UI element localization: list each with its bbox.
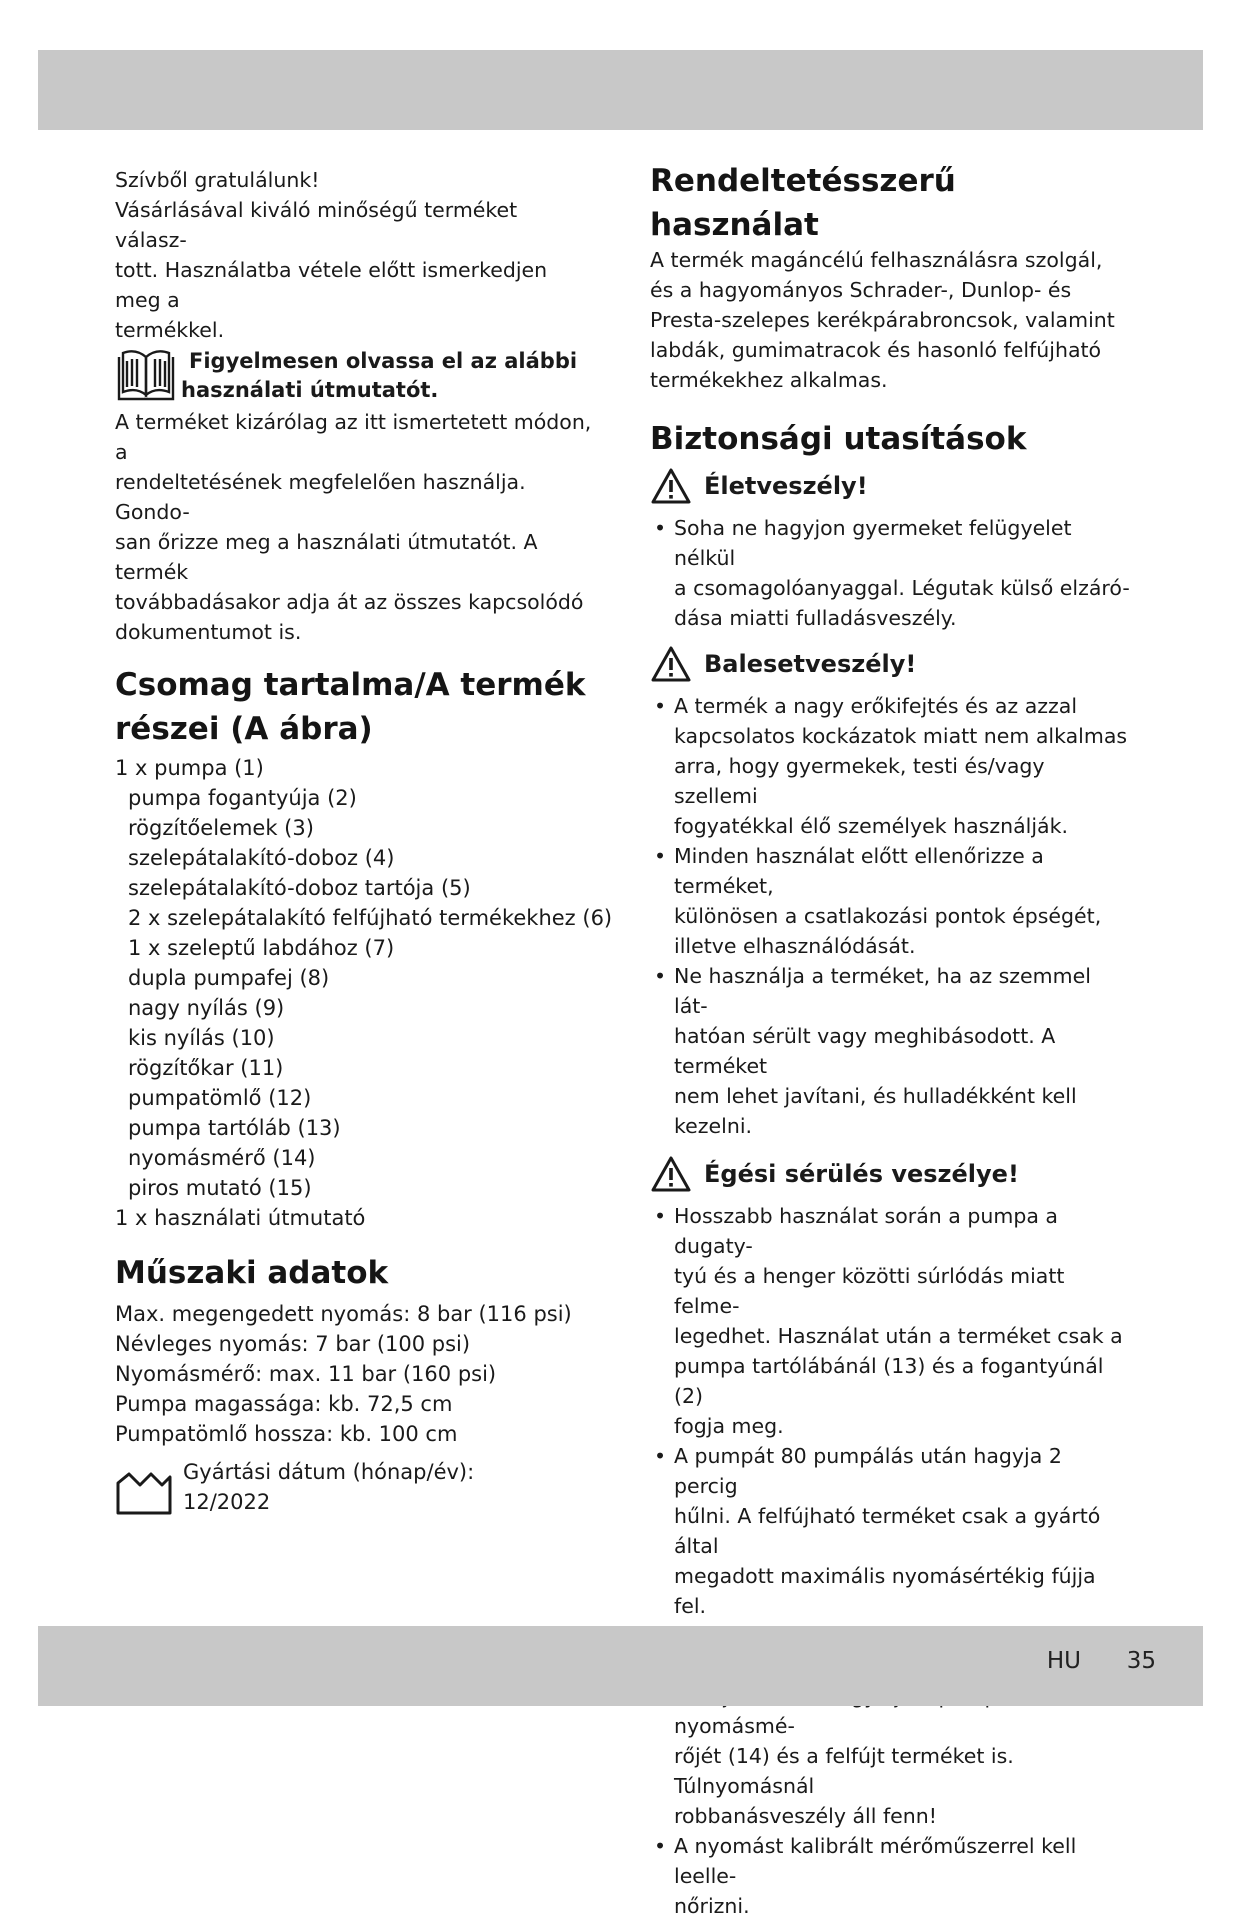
note-line: Figyelmesen olvassa el az alábbi [189,349,578,373]
bullet-line: rőjét (14) és a felfújt terméket is. Túlnyomásnál [674,1744,1014,1798]
intro-line: Szívből gratulálunk! [115,168,320,192]
tech-row: Max. megengedett nyomás: 8 bar (116 psi) [115,1302,572,1326]
usage-text [115,407,595,647]
usage-line: dokumentumot is. [115,620,302,644]
list-item: piros mutató (15) [128,1176,312,1200]
bullet-line: illetve elhasználódását. [674,934,916,958]
bullet-line: • A termék a nagy erőkifejtés és az azzal [674,694,1078,718]
list-item [650,841,1130,961]
intended-use-heading: Rendeltetésszerű használat [650,163,956,243]
intro-text [115,165,595,345]
tech-row: Névleges nyomás: 7 bar (100 psi) [115,1332,471,1356]
bullet-line: • A pumpát 80 pumpálás után hagyja 2 percig [674,1444,1062,1498]
intro-line: Vásárlásával kiváló minőségű terméket válasz- [115,198,518,252]
list-item: 1 x szeleptű labdához (7) [128,936,395,960]
open-book-icon [115,347,177,405]
bullet-line: • Hosszabb használat során a pumpa a dugaty- [674,1204,1058,1258]
bullet-line: fogja meg. [674,1414,784,1438]
bullet-line: fogyatékkal élő személyek használják. [674,814,1068,838]
warning-triangle-icon [650,645,692,683]
danger-life-heading [650,467,1130,505]
intro-line: termékkel. [115,318,225,342]
danger-accident-title: Balesetveszély! [704,650,917,678]
contents-list [115,753,613,1233]
tech-list [115,1299,595,1449]
list-item: 2 x szelepátalakító felfújható termékekhez (6) [128,906,613,930]
usage-line: rendeltetésének megfelelően használja. Gondo- [115,470,526,524]
list-item: pumpatömlő (12) [128,1086,312,1110]
list-item [650,691,1130,841]
bullet-line: • Soha ne hagyjon gyermeket felügyelet nélkül [674,516,1072,570]
usage-line: san őrizze meg a használati útmutatót. A termék [115,530,538,584]
danger-burn-list [650,1201,1130,1921]
warning-triangle-icon [650,467,692,505]
note-line: használati útmutatót. [181,378,439,402]
tech-heading: Műszaki adatok [115,1255,389,1291]
left-column [115,165,613,1517]
date-label: Gyártási dátum (hónap/év): [183,1460,475,1484]
bullet-line: pumpa tartólábánál (13) és a fogantyúnál (2) [674,1354,1104,1408]
bullet-line: megadott maximális nyomásértékig fújja fel. [674,1564,1096,1618]
bullet-line: kapcsolatos kockázatok miatt nem alkalmas [674,724,1128,748]
bullet-line: dása miatti fulladásveszély. [674,606,957,630]
list-item: rögzítőkar (11) [128,1056,284,1080]
bullet-line: • A nyomást kalibrált mérőműszerrel kell leelle- [674,1834,1077,1888]
list-item: pumpa fogantyúja (2) [128,786,357,810]
list-item: 1 x használati útmutató [115,1206,366,1230]
intended-use-text [650,245,1130,395]
bullet-line: a csomagolóanyaggal. Légutak külső elzáró- [674,576,1130,600]
intended-line: A termék magáncélú felhasználásra szolgál, [650,248,1103,272]
tech-row: Pumpa magassága: kb. 72,5 cm [115,1392,453,1416]
list-item: rögzítőelemek (3) [128,816,314,840]
intended-line: Presta-szelepes kerékpárabroncsok, valamint [650,308,1115,332]
tech-row: Pumpatömlő hossza: kb. 100 cm [115,1422,458,1446]
danger-burn-heading [650,1155,1130,1193]
warning-triangle-icon [650,1155,692,1193]
read-manual-note [115,347,595,405]
list-item [650,1201,1130,1441]
danger-accident-heading [650,645,1130,683]
intro-line: tott. Használatba vétele előtt ismerkedjen meg a [115,258,548,312]
date-value: 12/2022 [183,1490,271,1514]
list-item: szelepátalakító-doboz (4) [128,846,395,870]
list-item: kis nyílás (10) [128,1026,275,1050]
contents-heading-line: Csomag tartalma/A termék [115,667,586,703]
list-item: nyomásmérő (14) [128,1146,316,1170]
manufacture-date [115,1457,595,1517]
footer-band [38,1626,1203,1706]
intended-line: és a hagyományos Schrader-, Dunlop- és [650,278,1072,302]
list-item: pumpa tartóláb (13) [128,1116,341,1140]
danger-life-list [650,513,1130,633]
usage-line: továbbadásakor adja át az összes kapcsolódó [115,590,584,614]
bullet-line: hatóan sérült vagy meghibásodott. A terméket [674,1024,1056,1078]
contents-heading-line: részei (A ábra) [115,711,373,747]
bullet-line: • Minden használat előtt ellenőrizze a terméket, [674,844,1044,898]
intended-line: termékekhez alkalmas. [650,368,888,392]
usage-line: A terméket kizárólag az itt ismertetett módon, a [115,410,592,464]
bullet-line: nőrizni. [674,1894,750,1918]
page-number: 35 [1126,1648,1156,1674]
intended-line: labdák, gumimatracok és hasonló felfújható [650,338,1102,362]
bullet-line: tyú és a henger közötti súrlódás miatt felme- [674,1264,1065,1318]
bullet-line: nem lehet javítani, és hulladékként kell kezelni. [674,1084,1077,1138]
language-code: HU [1046,1648,1081,1674]
tech-row: Nyomásmérő: max. 11 bar (160 psi) [115,1362,497,1386]
bullet-line: robbanásveszély áll fenn! [674,1804,937,1828]
bullet-line: arra, hogy gyermekek, testi és/vagy szellemi [674,754,1045,808]
bullet-line: • nyomásmé- [674,1714,795,1738]
list-item: 1 x pumpa (1) [115,756,264,780]
list-item [650,1831,1130,1921]
list-item [650,961,1130,1141]
contents-heading [115,663,595,751]
safety-heading: Biztonsági utasítások [650,421,1027,457]
bullet-line: legedhet. Használat után a terméket csak a [674,1324,1123,1348]
list-item: nagy nyílás (9) [128,996,285,1020]
bullet-line: különösen a csatlakozási pontok épségét, [674,904,1102,928]
bullet-line: hűlni. A felfújható terméket csak a gyártó által [674,1504,1101,1558]
bullet-line: • Ne használja a terméket, ha az szemmel lát- [674,964,1091,1018]
danger-burn-title: Égési sérülés veszélye! [704,1160,1019,1188]
danger-accident-list [650,691,1130,1141]
list-item [650,513,1130,633]
factory-icon [115,1463,179,1515]
header-band [38,50,1203,130]
list-item: szelepátalakító-doboz tartója (5) [128,876,471,900]
danger-life-title: Életveszély! [704,472,868,500]
list-item: dupla pumpafej (8) [128,966,330,990]
